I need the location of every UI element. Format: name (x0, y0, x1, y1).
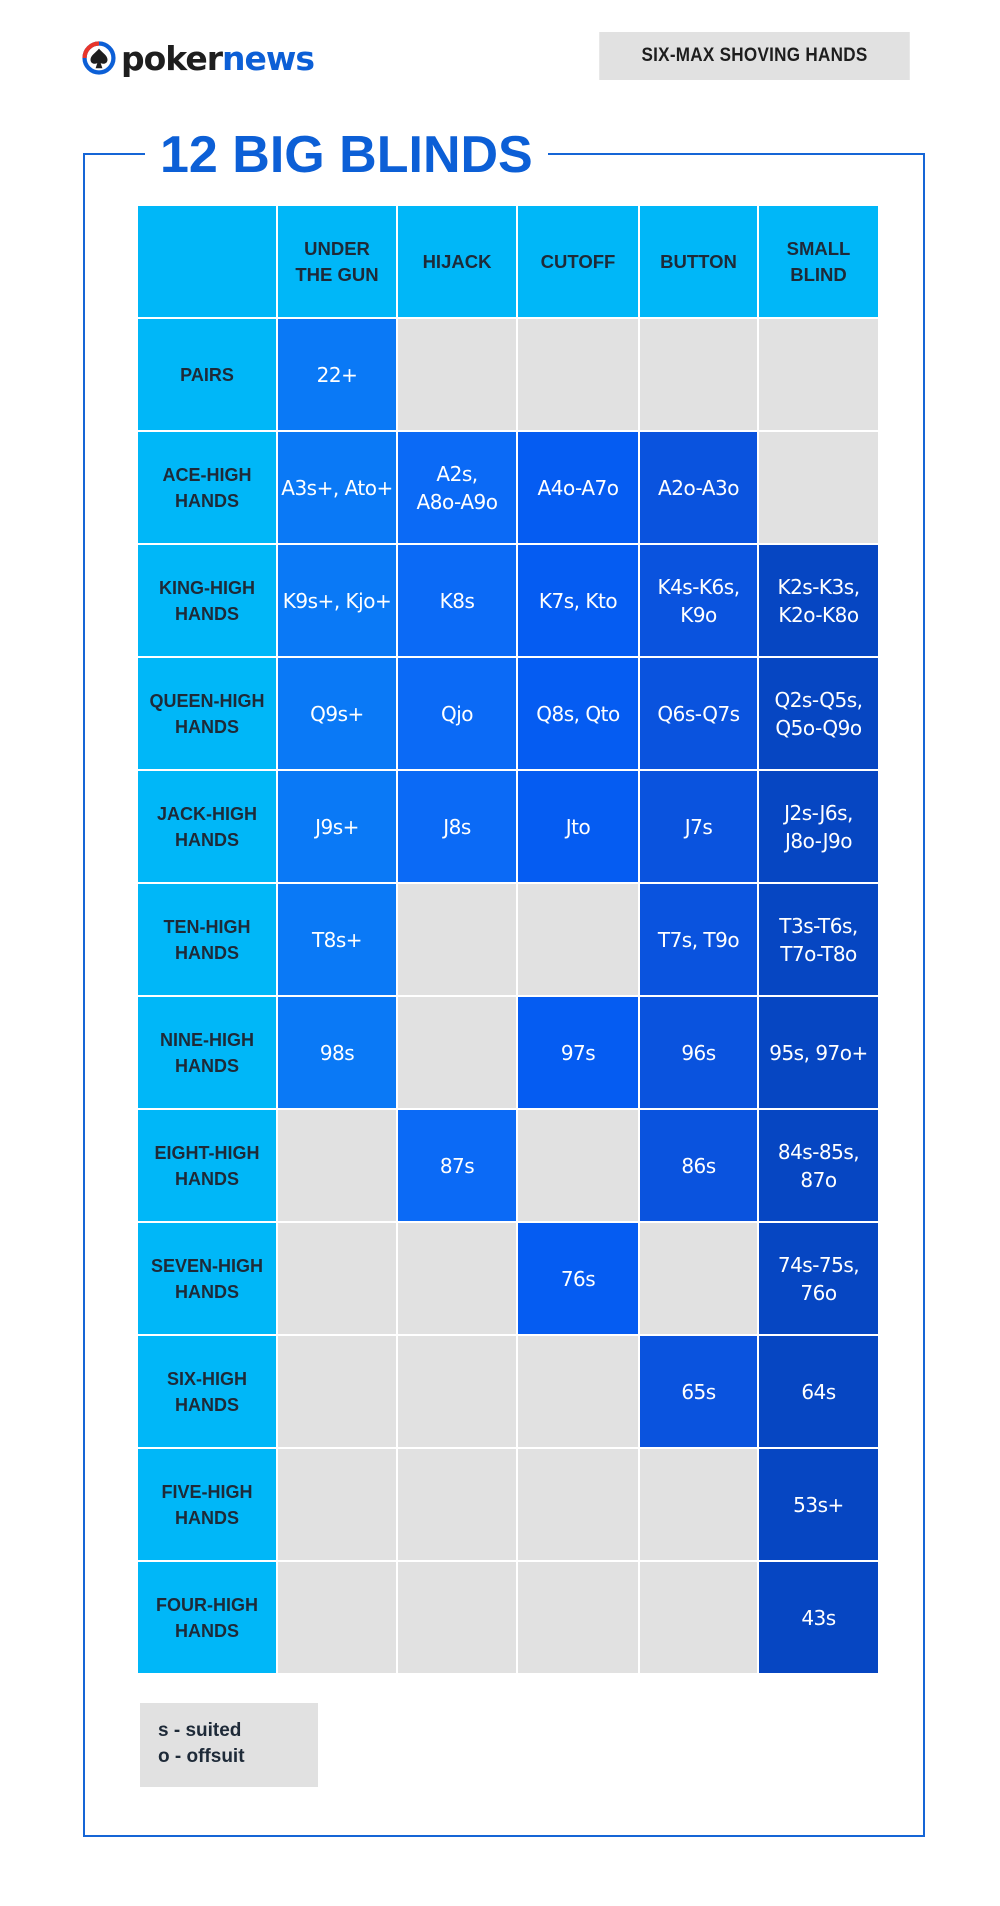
empty-cell (759, 319, 878, 430)
empty-cell (640, 319, 757, 430)
empty-cell (398, 1562, 516, 1673)
hand-range-cell: T3s-T6s, T7o-T8o (759, 884, 878, 995)
table-corner-cell (138, 206, 276, 317)
column-header: SMALL BLIND (759, 206, 878, 317)
hand-range-cell: Jto (518, 771, 638, 882)
hand-range-cell: A2o-A3o (640, 432, 757, 543)
empty-cell (398, 1336, 516, 1447)
hand-range-cell: K9s+, Kjo+ (278, 545, 396, 656)
hand-range-cell: J9s+ (278, 771, 396, 882)
hand-range-cell: J2s-J6s, J8o-J9o (759, 771, 878, 882)
six-max-badge: SIX-MAX SHOVING HANDS (599, 32, 910, 80)
hand-range-cell: 22+ (278, 319, 396, 430)
hand-range-cell: 64s (759, 1336, 878, 1447)
logo-wordmark (121, 38, 315, 78)
hand-range-cell: 95s, 97o+ (759, 997, 878, 1108)
row-header: TEN-HIGH HANDS (138, 884, 276, 995)
column-header: BUTTON (640, 206, 757, 317)
hand-range-cell: 98s (278, 997, 396, 1108)
empty-cell (398, 997, 516, 1108)
row-header: PAIRS (138, 319, 276, 430)
hand-range-cell: K8s (398, 545, 516, 656)
empty-cell (278, 1110, 396, 1221)
row-header: EIGHT-HIGH HANDS (138, 1110, 276, 1221)
row-header: KING-HIGH HANDS (138, 545, 276, 656)
hand-range-cell: Q9s+ (278, 658, 396, 769)
hand-range-cell: 74s-75s, 76o (759, 1223, 878, 1334)
hand-range-cell: J8s (398, 771, 516, 882)
legend-box (140, 1703, 318, 1787)
hand-range-cell: 65s (640, 1336, 757, 1447)
empty-cell (640, 1223, 757, 1334)
row-header: QUEEN-HIGH HANDS (138, 658, 276, 769)
empty-cell (518, 1110, 638, 1221)
empty-cell (278, 1562, 396, 1673)
hand-range-cell: K4s-K6s, K9o (640, 545, 757, 656)
pokernews-logo (82, 36, 314, 80)
row-header: SIX-HIGH HANDS (138, 1336, 276, 1447)
empty-cell (278, 1449, 396, 1560)
empty-cell (640, 1449, 757, 1560)
row-header: NINE-HIGH HANDS (138, 997, 276, 1108)
hand-range-cell: Q6s-Q7s (640, 658, 757, 769)
empty-cell (640, 1562, 757, 1673)
row-header: ACE-HIGH HANDS (138, 432, 276, 543)
hand-range-cell: A2s, A8o-A9o (398, 432, 516, 543)
empty-cell (518, 1562, 638, 1673)
hand-range-cell: 97s (518, 997, 638, 1108)
hand-range-cell: K2s-K3s, K2o-K8o (759, 545, 878, 656)
hand-range-cell: 53s+ (759, 1449, 878, 1560)
empty-cell (759, 432, 878, 543)
row-header: JACK-HIGH HANDS (138, 771, 276, 882)
logo-text-poker: poker (121, 38, 223, 78)
hand-range-cell: 76s (518, 1223, 638, 1334)
row-header: FIVE-HIGH HANDS (138, 1449, 276, 1560)
empty-cell (518, 1336, 638, 1447)
empty-cell (398, 884, 516, 995)
row-header: SEVEN-HIGH HANDS (138, 1223, 276, 1334)
hand-range-cell: Qjo (398, 658, 516, 769)
page-title: 12 BIG BLINDS (145, 124, 548, 186)
hand-range-cell: 84s-85s, 87o (759, 1110, 878, 1221)
hand-range-cell: 43s (759, 1562, 878, 1673)
empty-cell (278, 1336, 396, 1447)
hand-range-cell: Q2s-Q5s, Q5o-Q9o (759, 658, 878, 769)
column-header: CUTOFF (518, 206, 638, 317)
empty-cell (398, 1223, 516, 1334)
pokernews-spade-logo-icon (82, 41, 116, 75)
hand-range-cell: T7s, T9o (640, 884, 757, 995)
hand-range-cell: T8s+ (278, 884, 396, 995)
legend-suited: s - suited (158, 1720, 242, 1741)
hand-range-cell: Q8s, Qto (518, 658, 638, 769)
logo-text-news: news (222, 38, 315, 78)
hand-range-cell: A4o-A7o (518, 432, 638, 543)
hand-range-cell: 87s (398, 1110, 516, 1221)
hand-range-cell: A3s+, Ato+ (278, 432, 396, 543)
hand-range-cell: 86s (640, 1110, 757, 1221)
hand-range-cell: K7s, Kto (518, 545, 638, 656)
hand-range-cell: J7s (640, 771, 757, 882)
empty-cell (518, 884, 638, 995)
empty-cell (518, 1449, 638, 1560)
shoving-hands-table (138, 206, 878, 1673)
empty-cell (398, 319, 516, 430)
column-header: UNDER THE GUN (278, 206, 396, 317)
row-header: FOUR-HIGH HANDS (138, 1562, 276, 1673)
hand-range-cell: 96s (640, 997, 757, 1108)
column-header: HIJACK (398, 206, 516, 317)
empty-cell (278, 1223, 396, 1334)
empty-cell (398, 1449, 516, 1560)
empty-cell (518, 319, 638, 430)
legend-offsuit: o - offsuit (158, 1746, 245, 1767)
